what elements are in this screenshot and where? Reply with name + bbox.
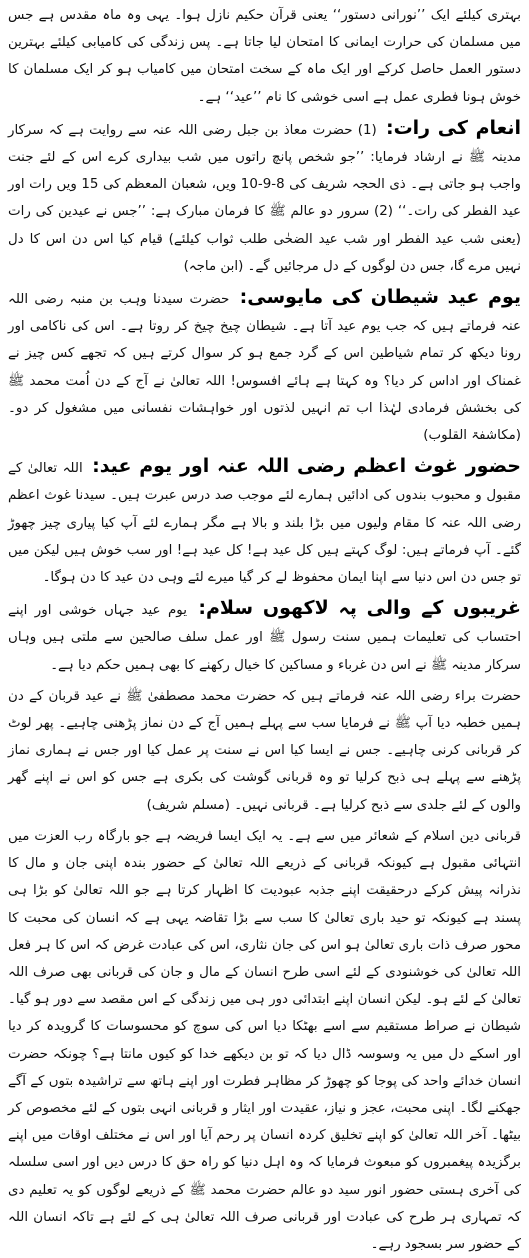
paragraph-care-of-poor [8,595,521,679]
section-heading: حضور غوث اعظم رضی اللہ عنہ اور یوم عید: [92,455,522,478]
paragraph-text: حضرت براء رضی اللہ عنہ فرماتے ہیں کہ حضرت محمد مصطفیٰ ﷺ نے عید قربان کے دن ہمیں خطبہ دیا آپ ﷺ نے فرمایا سب سے پہلے ہمیں آج کے دن نماز پڑھنی چاہیے۔ پھر لوٹ کر قربانی کرنی چاہیے۔ جس نے ایسا کیا اس نے سنت پر عمل کیا اور جس نے ہماری نماز پڑھنے سے پہلے ہی ذبح کرلیا تو وہ قربانی گوشت کی بکری ہے جس کو اس نے اپنے گھر والوں کے لئے جلدی سے ذبح کرلیا ہے۔ قربانی نہیں۔ (مسلم شریف) [8,688,521,813]
paragraph-ghaus-azam [8,453,521,591]
paragraph-text: قربانی دین اسلام کے شعائر میں سے ہے۔ یہ ایک ایسا فریضہ ہے جو بارگاہ رب العزت میں انتہائی مقبول ہے کیونکہ قربانی کے ذریعے اللہ تعالیٰ کے حضور بندہ اپنی جان و مال کا نذرانہ پیش کرکے درحقیقت اپنے جذبہ عبودیت کا اظہار کرتا ہے جو اللہ تعالیٰ کو بڑا ہی پسند ہے کیونکہ تو حید باری تعالیٰ کا سب سے بڑا تقاضہ یہی ہے کہ انسان کی محبت کا محور صرف ذات باری تعالیٰ ہو اس کی جان نثاری، اس کی عبادت غرض کہ اس کا ہر فعل اللہ تعالیٰ کی خوشنودی کے لئے اسی طرح انسان کے مال و جان کی قربانی بھی صرف اللہ تعالیٰ کے لئے ہو۔ لیکن انسان اپنے ابتدائی دور ہی میں زندگی کے اس مقصد سے دور ہو گیا۔ شیطان نے صراط مستقیم سے اسے بھٹکا دیا اس کی سوچ کو محسوسات کا گرویدہ کر دیا اور اسکے دل میں یہ وسوسہ ڈال دیا کہ تو بن دیکھے خدا کو کیوں مانتا ہے؟ چونکہ حضرت انسان خدائے واحد کی پوجا کو چھوڑ کر مظاہر فطرت اور اپنے ہاتھ سے تراشیدہ بتوں کے آگے جھکنے لگا۔ اپنی محبت، عجز و نیاز، عقیدت اور ایثار و قربانی انہی بتوں کے لئے مخصوص کر بیٹھا۔ آخر اللہ تعالیٰ کو اپنے تخلیق کردہ انسان پر رحم آیا اور اس نے مختلف اوقات میں اپنے برگزیدہ پیغمبروں کو مبعوث فرمایا کہ وہ اہل دنیا کو راہ حق کا درس دیں اور اسی سلسلہ کی آخری ہستی حضور انور سید دو عالم حضرت محمد ﷺ کے ذریعے لوگوں کو یہ تعلیم دی کہ تمہاری ہر طرح کی عبادت اور قربانی صرف اللہ تعالیٰ ہی کے لئے ہے تاکہ انسان اللہ کے حضور سر بسجود رہے۔ [8,828,521,1252]
paragraph-text: (1) حضرت معاذ بن جبل رضی اللہ عنہ سے روایت ہے کہ سرکار مدینہ ﷺ نے ارشاد فرمایا: ’’جو شخص پانچ راتوں میں شب بیداری کرے اس کے لئے جنت واجب ہو جاتی ہے۔ ذی الحجہ شریف کی 8-9-10 ویں، شعبان المعظم کی 15 ویں رات اور عید الفطر کی رات۔‘‘ (2) سرور دو عالم ﷺ کا فرمان مبارک ہے: ’’جس نے عیدین کی رات (یعنی شب عید الفطر اور شب عید الضحٰی طلب ثواب کیلئے) قیام کیا اس دن اس کا دل نہیں مرے گا، جس دن لوگوں کے دل مرجائیں گے۔ (ابن ماجہ) [8,122,521,274]
paragraph-hazrat-bara [8,683,521,819]
paragraph-night-of-reward [8,115,521,280]
paragraph-text: اللہ تعالیٰ کے مقبول و محبوب بندوں کی ادائیں ہمارے لئے موجب صد درس عبرت ہیں۔ سیدنا غوث اعظم رضی اللہ عنہ کا مقام ولیوں میں بڑا بلند و بالا ہے مگر ہمارے لئے آپ کیا پیاری چیز چھوڑ گئے۔ آپ فرماتے ہیں: لوگ کہتے ہیں کل عید ہے! کل عید ہے! اور سب خوش ہیں لیکن میں تو جس دن اس دنیا سے اپنا ایمان محفوظ لے کر گیا میرے لئے وہی دن عید کا دن ہوگا۔ [8,461,521,586]
section-heading: یوم عید شیطان کی مایوسی: [239,286,521,309]
paragraph-sacrifice [8,823,521,1258]
paragraph-ramadan-eid [8,2,521,111]
paragraph-satan-despair [8,284,521,449]
paragraph-text: یوم عید جہاں خوشی اور اپنے احتساب کی تعلیمات ہمیں سنت رسول ﷺ اور عمل سلف صالحین سے ملتی ہیں وہاں سرکار مدینہ ﷺ نے اس دن غرباء و مساکین کا خیال رکھنے کا بھی ہمیں حکم دیا ہے۔ [8,603,521,673]
paragraph-text: حضرت سیدنا وہب بن منبہ رضی اللہ عنہ فرماتے ہیں کہ جب یوم عید آتا ہے۔ شیطان چیخ چیخ کر روتا ہے۔ اس کی ناکامی اور رونا دیکھ کر تمام شیاطین اس کے گرد جمع ہو کر سوال کرتے ہیں کہ تجھے کس چیز نے غمناک اور اداس کر دیا؟ وہ کہتا ہے ہائے افسوس! اللہ تعالیٰ نے آج کے دن اُمت محمد ﷺ کی بخشش فرمادی لہٰذا اب تم انہیں لذتوں اور خواہشات نفسانی میں مشغول کر دو۔ (مکاشفۃ القلوب) [8,292,521,444]
section-heading: غریبوں کے والی پہ لاکھوں سلام: [198,597,521,620]
paragraph-text: بہتری کیلئے ایک ’’نورانی دستور‘‘ یعنی قرآن حکیم نازل ہوا۔ یہی وہ ماہ مقدس ہے جس میں مسلمان کی حرارت ایمانی کا امتحان لیا جاتا ہے۔ پس زندگی کی کامیابی کیلئے بہترین دستور العمل حاصل کرکے اور ایک ماہ کے سخت امتحان میں کامیاب ہو کر ایک مسلمان کا خوش ہونا فطری عمل ہے اسی خوشی کا نام ’’عید‘‘ ہے۔ [8,8,521,105]
section-heading: انعام کی رات: [385,116,521,139]
